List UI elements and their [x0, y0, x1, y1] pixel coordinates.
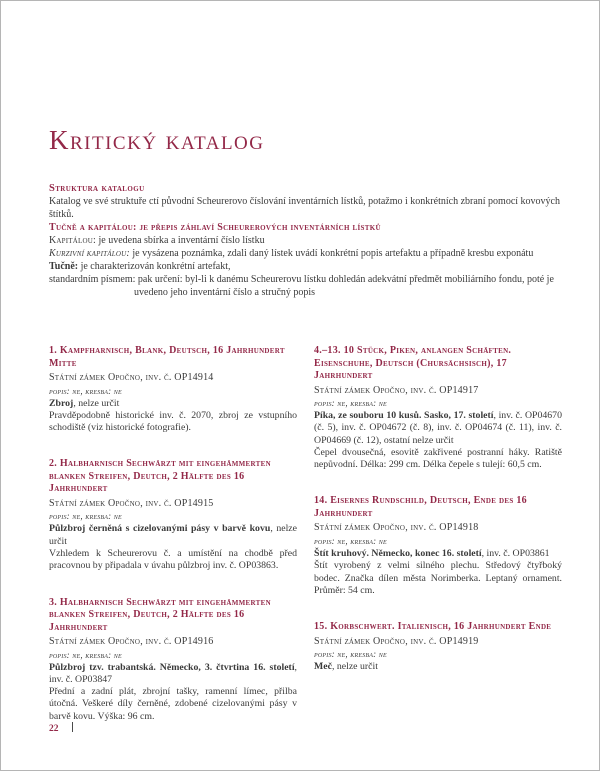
entry-body: [314, 410, 562, 471]
entry-heading: 15. Korbschwert. Italienisch, 16 Jahrhundert Ende: [314, 621, 552, 633]
entry-description: Čepel dvousečná, esovitě zakřivené postranní háky. Ratiště nepůvodní. Délka: 299 cm. Délka čepele s tulejí: 60,5 cm.: [314, 446, 562, 471]
entry-artifact-name: Píka, ze souboru 10 kusů. Sasko, 17. století: [314, 410, 494, 421]
intro-text-segment: Kurzivní kapitálou:: [49, 248, 130, 259]
catalog-entry: [314, 495, 562, 597]
entry-description: Vzhledem k Scheurerovu č. a umístění na chodbě před pracovnou by připadala v úvahu půlzbroj inv. č. OP03863.: [49, 547, 297, 572]
entry-description: Štít vyrobený z velmi silného plechu. Středový čtyřboký bodec. Značka dílen města Norimberka. Leptaný ornament. Průměr: 54 cm.: [314, 560, 562, 596]
intro-text-segment: je uvedena sbírka a inventární číslo lístku: [96, 235, 265, 246]
intro-text-segment: je charakterizován konkrétní artefakt,: [78, 261, 231, 272]
entry-body: [49, 398, 297, 435]
entry-artifact-name: Půlzbroj černěná s cizelovanými pásy v barvě kovu: [49, 523, 271, 535]
entry-artifact-name: Meč: [314, 661, 332, 673]
entry-note: popis: ne, kresba: ne: [49, 649, 122, 660]
entry-note: popis: ne, kresba: ne: [314, 398, 387, 408]
entry-description: Přední a zadní plát, zbrojní tašky, ramenní límec, přilba útočná. Veškeré díly černěné, zdobené cizelovanými pásy v barvě kovu. Výška: 96 cm.: [49, 686, 297, 722]
entry-artifact: [314, 410, 562, 447]
entry-body: [49, 662, 297, 723]
intro-line: [49, 260, 562, 273]
entry-heading: 3. Halbharnisch Sechwärzt mit eingehämmerten blanken Streifen, Deutch, 2 Hälfte des 16 Jahrhundert: [49, 596, 271, 633]
intro-text-segment: Kapitálou:: [49, 235, 96, 246]
intro-line: [49, 273, 562, 299]
entry-heading: 14. Eisernes Rundschild, Deutsch, Ende des 16 Jahrhundert: [314, 495, 527, 519]
entry-source: Státní zámek Opočno, inv. č. OP14917: [314, 384, 479, 396]
entry-artifact-detail: , nelze určit: [49, 523, 297, 547]
entry-artifact-name: Zbroj: [49, 397, 74, 409]
intro-line: [49, 195, 562, 221]
entry-artifact-detail: , nelze určit: [331, 661, 378, 673]
entry-source: Státní zámek Opočno, inv. č. OP14915: [49, 497, 214, 509]
intro-text-segment: Katalog ve své struktuře ctí původní Scheurerovo číslování inventárních lístků, potažmo i konkrétních zbraní pomocí kovových štítků.: [49, 196, 560, 220]
intro-line: [49, 247, 562, 260]
entry-artifact: [314, 548, 562, 560]
intro-text-segment: je vysázena poznámka, zdali daný lístek uvádí konkrétní popis artefaktu a případně kresbu exponátu: [129, 248, 534, 259]
catalog-entry: [314, 621, 562, 673]
entry-note: popis: ne, kresba: ne: [314, 535, 387, 546]
entry-note: popis: ne, kresba: ne: [314, 649, 387, 660]
entry-artifact: [49, 398, 297, 410]
entry-artifact: [49, 523, 297, 548]
intro-text-segment: Tučně:: [49, 261, 79, 272]
catalog-entry: [49, 597, 297, 723]
catalog-column-right: [314, 345, 562, 723]
entry-artifact-detail: , nelze určit: [73, 397, 120, 409]
entry-source: Státní zámek Opočno, inv. č. OP14916: [49, 636, 214, 648]
catalog-entry: [49, 458, 297, 572]
entry-heading: 4.–13. 10 Stück, Piken, anlangen Schäften. Eisenschuhe, Deutsch (Chursächsisch), 17 Jahrhundert: [314, 345, 512, 381]
entry-artifact: [314, 661, 562, 673]
entry-source: Státní zámek Opočno, inv. č. OP14919: [314, 635, 479, 647]
intro-line: [49, 221, 562, 234]
entry-artifact-detail: , inv. č. OP03847: [49, 661, 297, 685]
entry-artifact-detail: , inv. č. OP04670 (č. 5), inv. č. OP04672 (č. 8), inv. č. OP04674 (č. 11), inv. č. OP04669 (č. 12), ostatní nelze určit: [314, 410, 562, 446]
entry-artifact-detail: , inv. č. OP03861: [481, 547, 550, 559]
intro-heading: Struktura katalogu: [49, 183, 145, 194]
entry-body: [314, 661, 562, 673]
entry-artifact-name: Půlzbroj tzv. trabantská. Německo, 3. čtvrtina 16. století: [49, 661, 295, 673]
intro-text-segment: Tučně a kapitálou: je přepis záhlaví Scheurerových inventárních lístků: [49, 222, 381, 233]
entry-artifact-name: Štít kruhový. Německo, konec 16. století: [314, 547, 482, 559]
catalog-column-left: [49, 345, 297, 723]
entry-source: Státní zámek Opočno, inv. č. OP14918: [314, 522, 479, 534]
entry-heading: 1. Kampfharnisch, Blank, Deutsch, 16 Jahrhundert Mitte: [49, 345, 285, 369]
entry-body: [314, 548, 562, 597]
entry-artifact: [49, 662, 297, 687]
page-number: 22: [49, 724, 59, 734]
entry-body: [49, 523, 297, 572]
intro-lines: [49, 195, 562, 299]
catalog-entries: [49, 345, 562, 723]
intro-section: [49, 182, 562, 299]
entry-source: Státní zámek Opočno, inv. č. OP14914: [49, 372, 214, 383]
entry-note: popis: ne, kresba: ne: [49, 385, 122, 396]
intro-line: [49, 234, 562, 247]
catalog-entry: [314, 345, 562, 471]
entry-note: popis: ne, kresba: ne: [49, 511, 122, 522]
footer-divider: [72, 722, 73, 732]
page-title: Kritický katalog: [49, 125, 265, 155]
entry-heading: 2. Halbharnisch Sechwärzt mit eingehämmerten blanken Streifen, Deutch, 2 Hälfte des 16 Jahrhundert: [49, 458, 271, 495]
catalog-entry: [49, 345, 297, 434]
intro-text-segment: standardním písmem: pak určení: byl-li k danému Scheurerovu lístku dohledán adekvátní předmět mobiliárního fondu, poté je uvedeno jeho inventární číslo a stručný popis: [49, 274, 554, 298]
page-footer: [49, 722, 73, 735]
entry-description: Pravděpodobně historické inv. č. 2070, zbroj ze vstupního schodiště (viz historické fotografie).: [49, 409, 297, 434]
